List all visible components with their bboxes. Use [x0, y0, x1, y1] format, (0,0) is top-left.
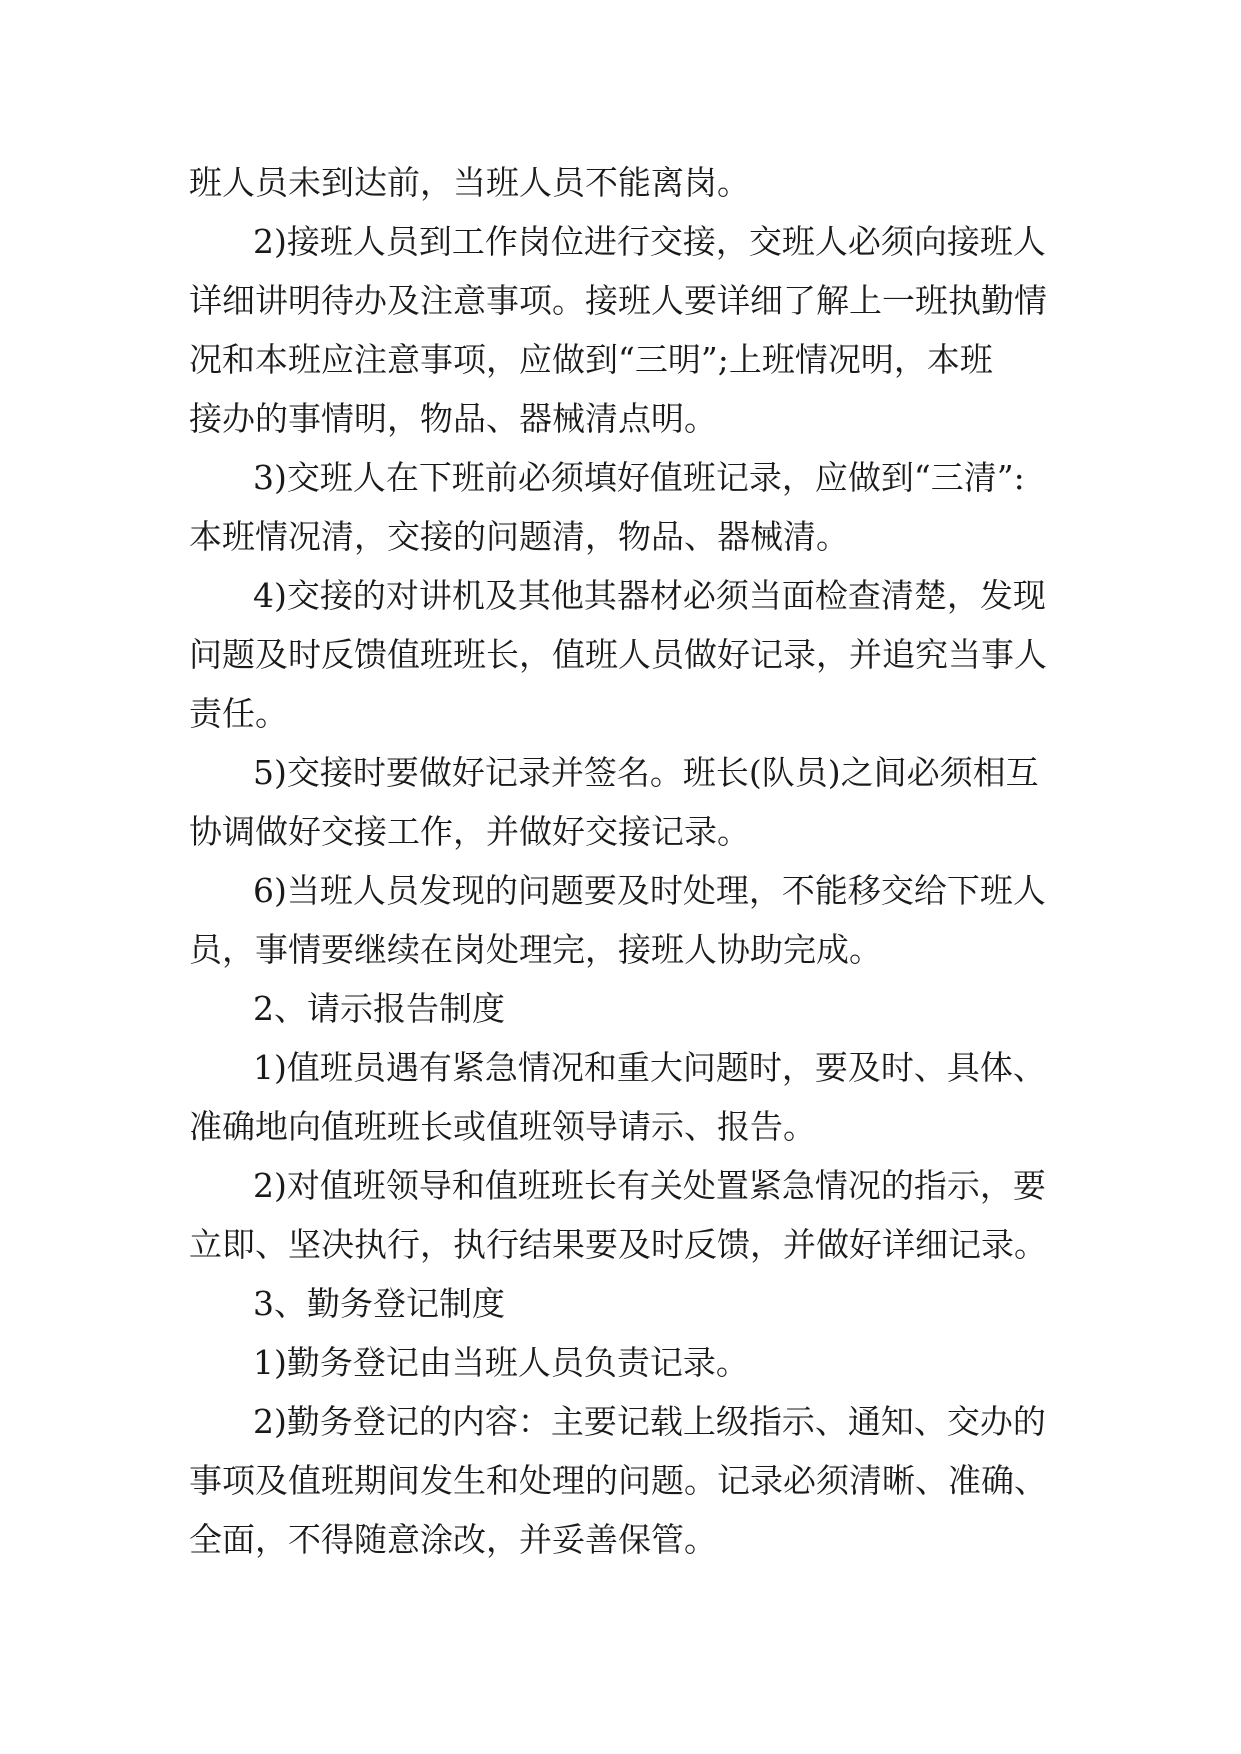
text-line-23: 事项及值班期间发生和处理的问题。记录必须清晰、准确、 [189, 1461, 1047, 1500]
text-line-7: 本班情况清，交接的问题清，物品、器械清。 [189, 517, 849, 556]
text-line-18: 2)对值班领导和值班班长有关处置紧急情况的指示，要 [253, 1166, 1046, 1205]
text-line-13: 6)当班人员发现的问题要及时处理，不能移交给下班人 [253, 871, 1046, 910]
text-line-6: 3)交班人在下班前必须填好值班记录，应做到“三清”: [253, 458, 1025, 497]
text-line-5: 接办的事情明，物品、器械清点明。 [189, 399, 717, 438]
text-line-10: 责任。 [189, 694, 288, 733]
text-line-12: 协调做好交接工作，并做好交接记录。 [189, 812, 750, 851]
text-line-21: 1)勤务登记由当班人员负责记录。 [253, 1343, 749, 1382]
section-heading-2: 2、请示报告制度 [253, 989, 505, 1028]
text-line-8: 4)交接的对讲机及其他其器材必须当面检查清楚，发现 [253, 576, 1046, 615]
text-line-17: 准确地向值班班长或值班领导请示、报告。 [189, 1107, 816, 1146]
text-line-9: 问题及时反馈值班班长，值班人员做好记录，并追究当事人 [189, 635, 1047, 674]
text-line-19: 立即、坚决执行，执行结果要及时反馈，并做好详细记录。 [189, 1225, 1047, 1264]
text-line-4: 况和本班应注意事项，应做到“三明”;上班情况明，本班 [189, 340, 993, 379]
section-heading-3: 3、勤务登记制度 [253, 1284, 505, 1323]
text-line-14: 员，事情要继续在岗处理完，接班人协助完成。 [189, 930, 882, 969]
text-line-16: 1)值班员遇有紧急情况和重大问题时，要及时、具体、 [253, 1048, 1046, 1087]
text-line-3: 详细讲明待办及注意事项。接班人要详细了解上一班执勤情 [189, 281, 1047, 320]
text-line-24: 全面，不得随意涂改，并妥善保管。 [189, 1520, 717, 1559]
text-line-11: 5)交接时要做好记录并签名。班长(队员)之间必须相互 [253, 753, 1039, 792]
text-line-2: 2)接班人员到工作岗位进行交接，交班人必须向接班人 [253, 222, 1046, 261]
text-line-22: 2)勤务登记的内容：主要记载上级指示、通知、交办的 [253, 1402, 1046, 1441]
text-line-1: 班人员未到达前，当班人员不能离岗。 [189, 163, 750, 202]
